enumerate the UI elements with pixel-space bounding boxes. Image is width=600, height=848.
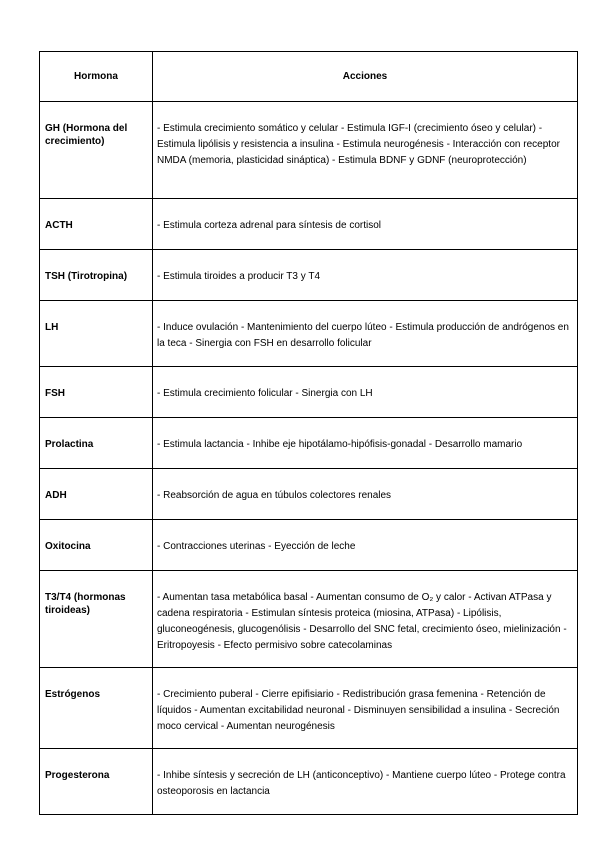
hormone-actions: - Estimula tiroides a producir T3 y T4 <box>153 250 578 301</box>
table-header-row <box>40 52 578 102</box>
hormone-name: Estrógenos <box>40 668 153 749</box>
table-row <box>40 301 578 367</box>
hormone-name: ACTH <box>40 199 153 250</box>
hormone-actions-table <box>39 51 578 815</box>
hormone-name: ADH <box>40 469 153 520</box>
hormone-actions: - Reabsorción de agua en túbulos colectores renales <box>153 469 578 520</box>
table-row <box>40 367 578 418</box>
header-actions: Acciones <box>153 52 578 102</box>
hormone-name: T3/T4 (hormonas tiroideas) <box>40 571 153 668</box>
hormone-name: LH <box>40 301 153 367</box>
hormone-name: TSH (Tirotropina) <box>40 250 153 301</box>
header-hormone: Hormona <box>40 52 153 102</box>
table-row <box>40 418 578 469</box>
hormone-name: Prolactina <box>40 418 153 469</box>
table-row <box>40 199 578 250</box>
hormone-actions: - Estimula crecimiento folicular - Sinergia con LH <box>153 367 578 418</box>
hormone-name: GH (Hormona del crecimiento) <box>40 102 153 199</box>
table-row <box>40 250 578 301</box>
table-row <box>40 668 578 749</box>
table-row <box>40 749 578 815</box>
hormone-name: Oxitocina <box>40 520 153 571</box>
hormone-name: FSH <box>40 367 153 418</box>
hormone-name: Progesterona <box>40 749 153 815</box>
hormone-actions: - Estimula crecimiento somático y celular - Estimula IGF-I (crecimiento óseo y celular) - Estimula lipólisis y resistencia a insulina - Estimula neurogénesis - Interacción con receptor NMDA (memoria, plasticidad sináptica) - Estimula BDNF y GDNF (neuroprotección) <box>153 102 578 199</box>
table-row <box>40 102 578 199</box>
hormone-actions: - Estimula lactancia - Inhibe eje hipotálamo-hipófisis-gonadal - Desarrollo mamario <box>153 418 578 469</box>
table-row <box>40 520 578 571</box>
hormone-actions: - Crecimiento puberal - Cierre epifisiario - Redistribución grasa femenina - Retención de líquidos - Aumentan excitabilidad neuronal - Disminuyen sensibilidad a insulina - Secreción moco cervical - Aumentan neurogénesis <box>153 668 578 749</box>
hormone-actions: - Aumentan tasa metabólica basal - Aumentan consumo de O₂ y calor - Activan ATPasa y cadena respiratoria - Estimulan síntesis proteica (miosina, ATPasa) - Lipólisis, gluconeogénesis, glucogenólisis - Desarrollo del SNC fetal, crecimiento óseo, mielinización - Eritropoyesis - Efecto permisivo sobre catecolaminas <box>153 571 578 668</box>
hormone-actions: - Inhibe síntesis y secreción de LH (anticonceptivo) - Mantiene cuerpo lúteo - Protege contra osteoporosis en lactancia <box>153 749 578 815</box>
table-row <box>40 571 578 668</box>
hormone-actions: - Induce ovulación - Mantenimiento del cuerpo lúteo - Estimula producción de andrógenos en la teca - Sinergia con FSH en desarrollo folicular <box>153 301 578 367</box>
hormone-actions: - Estimula corteza adrenal para síntesis de cortisol <box>153 199 578 250</box>
hormone-actions: - Contracciones uterinas - Eyección de leche <box>153 520 578 571</box>
table-row <box>40 469 578 520</box>
